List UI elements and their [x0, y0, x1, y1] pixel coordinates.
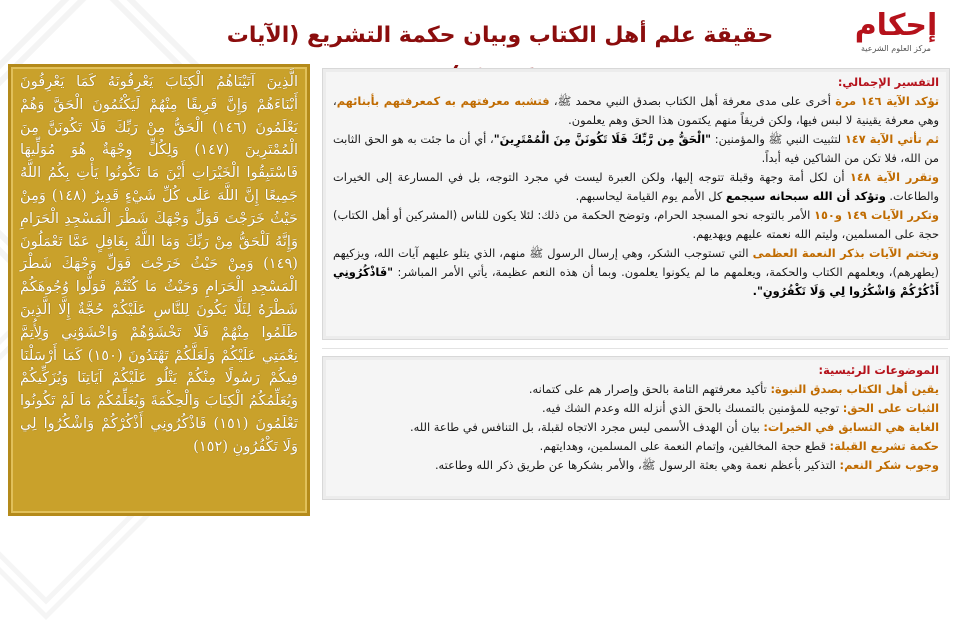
- section-divider: [322, 348, 948, 349]
- logo: [850, 8, 942, 60]
- topic-text: قطع حجة المخالفين، وإتمام النعمة على المسلمين، وهدايتهم.: [539, 439, 830, 453]
- overview-paragraph-4: [333, 206, 939, 244]
- overview-paragraph-2: [333, 130, 939, 168]
- overview-panel: [322, 68, 950, 340]
- topic-text: بيان أن الهدف الأسمى ليس مجرد الاتجاه لقبلة، بل التنافس في طاعة الله.: [410, 420, 764, 434]
- topic-label: الثبات على الحق:: [842, 401, 939, 415]
- overview-content: [323, 69, 949, 301]
- topic-label: يقين أهل الكتاب بصدق النبوة:: [770, 382, 939, 396]
- topic-item: [333, 418, 939, 437]
- paragraph-text: التي تستوجب الشكر، وهي إرسال الرسول ﷺ منهم، الذي يتلو عليهم آيات الله، ويزكيهم (يطهرهم)، ويعلمهم الكتاب والحكمة، ويعلمهم ما لم يكونوا يعلمون. وبما أن هذه النعم عظيمة، يأتي الأمر المباشر:: [333, 246, 939, 279]
- topic-item: [333, 380, 939, 399]
- overview-paragraph-1: [333, 92, 939, 130]
- logo-mark: إحكام: [854, 8, 938, 43]
- paragraph-lead: وتقرر الآية ١٤٨: [849, 170, 939, 184]
- paragraph-text: أخرى على مدى معرفة أهل الكتاب بصدق النبي محمد ﷺ،: [549, 94, 836, 108]
- topic-text: توجيه للمؤمنين بالتمسك بالحق الذي أنزله الله وعدم الشك فيه.: [542, 401, 843, 415]
- logo-subtitle: مركز العلوم الشرعية: [861, 44, 931, 53]
- topic-text: التذكير بأعظم نعمة وهي بعثة الرسول ﷺ، والأمر بشكرها عن طريق ذكر الله وطاعته.: [434, 458, 840, 472]
- topic-item: [333, 456, 939, 475]
- paragraph-emphasis: وتؤكد أن الله سبحانه سيجمع: [725, 189, 886, 203]
- topic-item: [333, 399, 939, 418]
- verses-text: الَّذِينَ آتَيْنَاهُمُ الْكِتَابَ يَعْرِفُونَهُ كَمَا يَعْرِفُونَ أَبْنَاءَهُمْ وَإِنَّ فَرِيقًا مِنْهُمْ لَيَكْتُمُونَ الْحَقَّ وَهُمْ يَعْلَمُونَ (١٤٦) الْحَقُّ مِنْ رَبِّكَ فَلَا تَكُونَنَّ مِنَ الْمُمْتَرِينَ (١٤٧) وَلِكُلٍّ وِجْهَةٌ هُوَ مُوَلِّيهَا فَاسْتَبِقُوا الْخَيْرَاتِ أَيْنَ مَا تَكُونُوا يَأْتِ بِكُمُ اللَّهُ جَمِيعًا إِنَّ اللَّهَ عَلَى كُلِّ شَيْءٍ قَدِيرٌ (١٤٨) وَمِنْ حَيْثُ خَرَجْتَ فَوَلِّ وَجْهَكَ شَطْرَ الْمَسْجِدِ الْحَرَامِ وَإِنَّهُ لَلْحَقُّ مِنْ رَبِّكَ وَمَا اللَّهُ بِغَافِلٍ عَمَّا تَعْمَلُونَ (١٤٩) وَمِنْ حَيْثُ خَرَجْتَ فَوَلِّ وَجْهَكَ شَطْرَ الْمَسْجِدِ الْحَرَامِ وَحَيْثُ مَا كُنْتُمْ فَوَلُّوا وُجُوهَكُمْ شَطْرَهُ لِئَلَّا يَكُونَ لِلنَّاسِ عَلَيْكُمْ حُجَّةٌ إِلَّا الَّذِينَ ظَلَمُوا مِنْهُمْ فَلَا تَخْشَوْهُمْ وَاخْشَوْنِي وَلِأُتِمَّ نِعْمَتِي عَلَيْكُمْ وَلَعَلَّكُمْ تَهْتَدُونَ (١٥٠) كَمَا أَرْسَلْنَا فِيكُمْ رَسُولًا مِنْكُمْ يَتْلُو عَلَيْكُمْ آيَاتِنَا وَيُزَكِّيكُمْ وَيُعَلِّمُكُمُ الْكِتَابَ وَالْحِكْمَةَ وَيُعَلِّمُكُمْ مَا لَمْ تَكُونُوا تَعْلَمُونَ (١٥١) فَاذْكُرُونِي أَذْكُرْكُمْ وَاشْكُرُوا لِي وَلَا تَكْفُرُونِ (١٥٢): [20, 73, 299, 455]
- verses-panel: [8, 64, 310, 516]
- paragraph-text: ، أي أن ما جئت به هو الحق الثابت من الله، فلا تكن من الشاكين فيه أبداً.: [333, 132, 939, 165]
- topic-text: تأكيد معرفتهم التامة بالحق وإصرار هم على كتمانه.: [528, 382, 771, 396]
- page-title: حقيقة علم أهل الكتاب وبيان حكمة التشريع (الآيات: [226, 23, 774, 48]
- topic-label: وجوب شكر النعم:: [839, 458, 939, 472]
- paragraph-lead: ثم تأتي الآية ١٤٧: [844, 132, 939, 146]
- paragraph-emphasis: فتشبه معرفتهم به كمعرفتهم بأبنائهم: [336, 94, 550, 108]
- overview-paragraph-3: [333, 168, 939, 206]
- paragraph-text: لتثبيت النبي ﷺ والمؤمنين:: [711, 132, 845, 146]
- topics-heading: الموضوعات الرئيسية:: [818, 363, 939, 377]
- paragraph-text: ، وهي معرفة يقينية لا لبس فيها، ولكن فريقاً منهم يكتمون هذا الحق وهم يعلمون.: [333, 94, 939, 127]
- paragraph-quote: "فَاذْكُرُونِي أَذْكُرْكُمْ وَاشْكُرُوا لِي وَلَا تَكْفُرُونِ".: [333, 265, 939, 298]
- topic-item: [333, 437, 939, 456]
- paragraph-lead: تؤكد الآية ١٤٦ مرة: [835, 94, 940, 108]
- topic-label: الغاية هي التسابق في الخيرات:: [763, 420, 939, 434]
- topic-label: حكمة تشريع القبلة:: [829, 439, 939, 453]
- paragraph-text: أن لكل أمة وجهة وقبلة تتوجه إليها، ولكن العبرة ليست في مجرد التوجه، بل في المسارعة إلى الخيرات والطاعات.: [333, 170, 939, 203]
- topics-panel: [322, 356, 950, 500]
- paragraph-text: كل الأمم يوم القيامة ليحاسبهم.: [575, 189, 726, 203]
- paragraph-lead: وتختم الآيات بذكر النعمة العظمى: [752, 246, 939, 260]
- overview-paragraph-5: [333, 244, 939, 301]
- paragraph-lead: وتكرر الآيات ١٤٩ و١٥٠: [814, 208, 939, 222]
- topics-content: [323, 357, 949, 475]
- paragraph-quote: "الْحَقُّ مِن رَّبِّكَ فَلَا تَكُونَنَّ مِنَ الْمُمْتَرِينَ": [493, 132, 712, 146]
- paragraph-text: الأمر بالتوجه نحو المسجد الحرام، وتوضح الحكمة من ذلك: لئلا يكون للناس (المشركين أو أهل الكتاب) حجة على المسلمين، وليتم الله نعمته عليهم ويهديهم.: [333, 208, 939, 241]
- overview-heading: التفسير الإجمالي:: [837, 75, 939, 89]
